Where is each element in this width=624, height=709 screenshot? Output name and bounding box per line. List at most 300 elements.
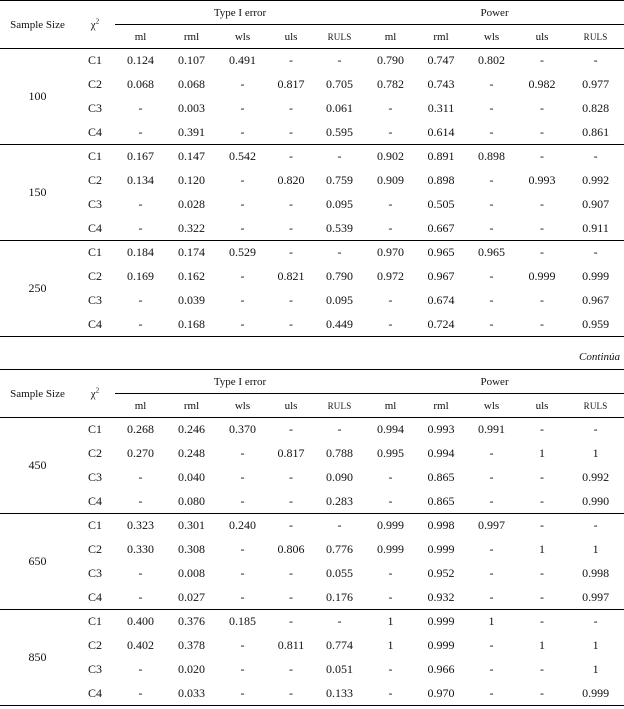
value-cell: 0.246	[178, 422, 205, 437]
column-header-wls: wls	[217, 25, 268, 49]
column-header-ml: ml	[365, 25, 416, 49]
value-cell: -	[540, 422, 545, 437]
chi-condition-cell: C1	[87, 245, 102, 260]
table-row	[0, 538, 624, 562]
value-cell: 0.027	[166, 586, 217, 610]
value-cell: -	[489, 173, 494, 187]
chi-condition-cell: C4	[75, 586, 115, 610]
value-cell: 0.028	[178, 197, 205, 211]
value-cell: -	[337, 149, 342, 164]
value-cell: 0.990	[567, 490, 624, 514]
table-row	[0, 241, 624, 265]
column-header-ml: ml	[115, 25, 166, 49]
value-cell: -	[540, 662, 545, 676]
value-cell: -	[489, 638, 494, 652]
results-table-part-2	[0, 369, 624, 706]
value-cell: 0.994	[377, 422, 405, 437]
value-cell: 0.107	[178, 53, 205, 68]
chi-condition-cell: C1	[87, 422, 102, 437]
chi-condition-cell: C3	[87, 662, 102, 676]
value-cell: -	[268, 490, 314, 514]
value-cell: -	[489, 197, 494, 211]
value-cell: -	[365, 217, 416, 241]
chi-symbol: χ	[90, 18, 96, 31]
column-header-uls: uls	[268, 394, 314, 418]
table-row	[0, 418, 624, 442]
table-row	[0, 658, 624, 682]
value-cell: 0.972	[377, 269, 405, 283]
value-cell: -	[289, 518, 293, 533]
value-cell: 0.174	[178, 245, 205, 260]
value-cell: 0.090	[326, 470, 354, 484]
value-cell: 0.301	[178, 518, 205, 533]
column-header-ruls: RULS	[314, 394, 365, 418]
value-cell: 0.400	[127, 614, 154, 629]
value-cell: 0.998	[582, 566, 610, 580]
table-body	[0, 418, 624, 706]
value-cell: 0.051	[326, 662, 354, 676]
table-row	[0, 682, 624, 706]
value-cell: 0.008	[178, 566, 205, 580]
value-cell: 0.080	[166, 490, 217, 514]
chi-condition-cell: C4	[75, 217, 115, 241]
value-cell: -	[540, 101, 545, 115]
value-cell: 0.861	[567, 121, 624, 145]
value-cell: 1	[592, 662, 599, 676]
power-header: Power	[365, 1, 624, 25]
value-cell: 0.595	[314, 121, 365, 145]
value-cell: -	[517, 121, 567, 145]
type-i-error-header: Type I error	[115, 370, 365, 394]
value-cell: 0.330	[127, 542, 154, 556]
table-row	[0, 610, 624, 634]
value-cell: -	[517, 586, 567, 610]
column-header-ml: ml	[365, 394, 416, 418]
value-cell: 0.759	[326, 173, 354, 187]
column-header-uls: uls	[517, 25, 567, 49]
value-cell: 0.370	[229, 422, 256, 437]
value-cell: 1	[387, 614, 394, 629]
value-cell: 0.323	[127, 518, 154, 533]
value-cell: -	[217, 682, 268, 706]
value-cell: 0.529	[229, 245, 256, 260]
sample-size-cell: 150	[0, 145, 75, 241]
value-cell: 0.967	[427, 269, 455, 283]
value-cell: -	[240, 542, 245, 556]
sample-size-cell: 250	[0, 241, 75, 337]
table-row	[0, 313, 624, 337]
value-cell: 0.542	[229, 149, 256, 164]
value-cell: 1	[592, 446, 599, 460]
chi-condition-cell: C2	[87, 173, 102, 187]
table-row	[0, 169, 624, 193]
sample-size-cell: 450	[0, 418, 75, 514]
value-cell: 0.952	[427, 566, 455, 580]
column-header-wls: wls	[466, 25, 517, 49]
value-cell: 0.185	[229, 614, 256, 629]
value-cell: 0.184	[127, 245, 154, 260]
value-cell: -	[489, 101, 494, 115]
value-cell: -	[466, 490, 517, 514]
value-cell: 0.162	[178, 269, 205, 283]
chi-condition-cell: C2	[87, 77, 102, 91]
value-cell: 0.705	[326, 77, 354, 91]
value-cell: 0.993	[528, 173, 556, 187]
value-cell: -	[466, 313, 517, 337]
value-cell: -	[489, 293, 494, 307]
value-cell: 0.982	[528, 77, 556, 91]
value-cell: 0.449	[314, 313, 365, 337]
value-cell: -	[593, 245, 598, 260]
value-cell: 0.169	[127, 269, 154, 283]
chi-condition-cell: C4	[75, 682, 115, 706]
column-header-ruls: RULS	[567, 25, 624, 49]
value-cell: -	[365, 682, 416, 706]
value-cell: 0.999	[528, 269, 556, 283]
value-cell: -	[240, 446, 245, 460]
value-cell: 0.491	[229, 53, 256, 68]
value-cell: -	[289, 566, 293, 580]
value-cell: -	[540, 197, 545, 211]
value-cell: 0.999	[427, 638, 455, 652]
value-cell: 0.322	[166, 217, 217, 241]
value-cell: 0.970	[377, 245, 405, 260]
sample-size-header: Sample Size	[0, 370, 75, 418]
table-row	[0, 121, 624, 145]
value-cell: -	[240, 293, 245, 307]
value-cell: 0.020	[178, 662, 205, 676]
value-cell: 0.095	[326, 197, 354, 211]
value-cell: 0.992	[582, 470, 610, 484]
value-cell: -	[115, 682, 166, 706]
value-cell: 0.891	[427, 149, 455, 164]
table-row	[0, 586, 624, 610]
value-cell: -	[540, 149, 545, 164]
chi-condition-cell: C2	[87, 638, 102, 652]
value-cell: 0.865	[427, 470, 455, 484]
value-cell: -	[593, 149, 598, 164]
value-cell: 0.999	[427, 542, 455, 556]
column-header-rml: rml	[166, 25, 217, 49]
value-cell: -	[217, 121, 268, 145]
value-cell: 0.966	[427, 662, 455, 676]
value-cell: -	[240, 269, 245, 283]
value-cell: -	[240, 77, 245, 91]
value-cell: -	[289, 149, 293, 164]
table-row	[0, 49, 624, 73]
value-cell: -	[268, 682, 314, 706]
value-cell: -	[289, 293, 293, 307]
value-cell: 0.747	[427, 53, 455, 68]
value-cell: 0.068	[178, 77, 205, 91]
value-cell: -	[289, 422, 293, 437]
value-cell: 1	[387, 638, 394, 652]
value-cell: -	[115, 586, 166, 610]
value-cell: 0.790	[377, 53, 405, 68]
value-cell: -	[489, 77, 494, 91]
value-cell: -	[138, 470, 143, 484]
value-cell: -	[466, 121, 517, 145]
value-cell: 0.999	[377, 542, 405, 556]
value-cell: -	[540, 53, 545, 68]
value-cell: -	[115, 121, 166, 145]
value-cell: 0.959	[567, 313, 624, 337]
value-cell: 0.539	[314, 217, 365, 241]
value-cell: 0.993	[427, 422, 455, 437]
value-cell: 0.033	[166, 682, 217, 706]
value-cell: 0.240	[229, 518, 256, 533]
table-row	[0, 562, 624, 586]
value-cell: -	[138, 566, 143, 580]
value-cell: -	[337, 53, 342, 68]
value-cell: -	[289, 614, 293, 629]
value-cell: 0.774	[326, 638, 354, 652]
value-cell: 0.965	[427, 245, 455, 260]
chi-condition-cell: C3	[87, 197, 102, 211]
table-row	[0, 289, 624, 313]
value-cell: -	[388, 662, 393, 676]
chi-condition-cell: C4	[75, 313, 115, 337]
column-header-wls: wls	[466, 394, 517, 418]
chi-condition-cell: C1	[87, 149, 102, 164]
value-cell: 0.391	[166, 121, 217, 145]
column-header-ruls: RULS	[314, 25, 365, 49]
chi-condition-cell: C3	[87, 293, 102, 307]
value-cell: 0.898	[478, 149, 506, 164]
chi-condition-cell: C4	[75, 121, 115, 145]
value-cell: 0.907	[582, 197, 610, 211]
value-cell: 0.970	[416, 682, 466, 706]
chi-condition-cell: C2	[87, 446, 102, 460]
column-header-rml: rml	[416, 394, 466, 418]
value-cell: -	[489, 662, 494, 676]
results-table-part-1	[0, 0, 624, 337]
value-cell: 0.061	[326, 101, 354, 115]
column-header-ml: ml	[115, 394, 166, 418]
sample-size-cell: 100	[0, 49, 75, 145]
value-cell: 0.724	[416, 313, 466, 337]
chi-symbol: χ	[90, 387, 96, 400]
value-cell: -	[268, 217, 314, 241]
value-cell: -	[289, 470, 293, 484]
value-cell: -	[217, 313, 268, 337]
table-row	[0, 466, 624, 490]
value-cell: 0.168	[166, 313, 217, 337]
value-cell: -	[388, 566, 393, 580]
value-cell: -	[540, 245, 545, 260]
value-cell: 0.378	[178, 638, 205, 652]
value-cell: -	[489, 269, 494, 283]
value-cell: 0.991	[478, 422, 506, 437]
value-cell: 0.811	[277, 638, 305, 652]
value-cell: 0.133	[314, 682, 365, 706]
value-cell: -	[289, 245, 293, 260]
table-row	[0, 634, 624, 658]
value-cell: -	[540, 566, 545, 580]
value-cell: -	[517, 313, 567, 337]
table-row	[0, 265, 624, 289]
chi-condition-cell: C2	[87, 542, 102, 556]
value-cell: 0.147	[178, 149, 205, 164]
chi-condition-cell: C1	[87, 53, 102, 68]
column-header-rml: rml	[416, 25, 466, 49]
value-cell: -	[593, 422, 598, 437]
value-cell: -	[217, 217, 268, 241]
value-cell: 0.821	[277, 269, 305, 283]
power-header: Power	[365, 370, 624, 394]
value-cell: -	[365, 313, 416, 337]
chi-superscript: 2	[95, 16, 100, 25]
table-header	[0, 1, 624, 49]
value-cell: -	[138, 293, 143, 307]
value-cell: 0.997	[478, 518, 506, 533]
value-cell: -	[240, 566, 245, 580]
value-cell: 0.270	[127, 446, 154, 460]
value-cell: 0.909	[377, 173, 405, 187]
value-cell: -	[240, 662, 245, 676]
value-cell: 0.999	[427, 614, 455, 629]
value-cell: 0.505	[427, 197, 455, 211]
value-cell: -	[489, 470, 494, 484]
value-cell: 0.055	[326, 566, 354, 580]
value-cell: 0.311	[427, 101, 455, 115]
value-cell: 0.782	[377, 77, 405, 91]
value-cell: -	[337, 614, 342, 629]
value-cell: -	[540, 518, 545, 533]
value-cell: 0.967	[582, 293, 610, 307]
value-cell: -	[388, 293, 393, 307]
value-cell: 0.134	[127, 173, 154, 187]
value-cell: -	[540, 470, 545, 484]
table-row	[0, 97, 624, 121]
sample-size-header: Sample Size	[0, 1, 75, 49]
value-cell: 0.667	[416, 217, 466, 241]
value-cell: 0.402	[127, 638, 154, 652]
value-cell: 0.040	[178, 470, 205, 484]
value-cell: -	[337, 245, 342, 260]
value-cell: -	[593, 614, 598, 629]
value-cell: 0.865	[416, 490, 466, 514]
value-cell: -	[240, 638, 245, 652]
value-cell: 0.614	[416, 121, 466, 145]
value-cell: -	[517, 682, 567, 706]
value-cell: -	[540, 293, 545, 307]
table-header	[0, 370, 624, 418]
value-cell: 0.992	[582, 173, 610, 187]
value-cell: 0.776	[326, 542, 354, 556]
value-cell: -	[365, 121, 416, 145]
chi-condition-cell: C3	[87, 101, 102, 115]
value-cell: 0.268	[127, 422, 154, 437]
value-cell: 0.977	[582, 77, 610, 91]
column-header-uls: uls	[517, 394, 567, 418]
value-cell: -	[138, 197, 143, 211]
table-body	[0, 49, 624, 337]
value-cell: 0.788	[326, 446, 354, 460]
column-header-uls: uls	[268, 25, 314, 49]
value-cell: 1	[592, 638, 599, 652]
chi-condition-cell: C1	[87, 614, 102, 629]
value-cell: 0.999	[567, 682, 624, 706]
value-cell: 0.674	[427, 293, 455, 307]
value-cell: 0.932	[416, 586, 466, 610]
value-cell: 0.902	[377, 149, 405, 164]
value-cell: -	[466, 586, 517, 610]
value-cell: -	[268, 586, 314, 610]
chi-condition-cell: C1	[87, 518, 102, 533]
value-cell: -	[466, 682, 517, 706]
value-cell: -	[593, 518, 598, 533]
value-cell: -	[517, 490, 567, 514]
value-cell: -	[240, 101, 245, 115]
table-row	[0, 490, 624, 514]
value-cell: 1	[488, 614, 495, 629]
column-header-wls: wls	[217, 394, 268, 418]
value-cell: 0.806	[277, 542, 305, 556]
value-cell: 0.994	[427, 446, 455, 460]
table-row	[0, 217, 624, 241]
value-cell: -	[489, 542, 494, 556]
value-cell: -	[138, 662, 143, 676]
chi-condition-cell: C3	[87, 566, 102, 580]
chi-condition-cell: C2	[87, 269, 102, 283]
value-cell: -	[115, 217, 166, 241]
value-cell: 0.828	[582, 101, 610, 115]
chi-square-header	[75, 370, 115, 418]
value-cell: -	[388, 470, 393, 484]
value-cell: 0.176	[314, 586, 365, 610]
value-cell: 0.308	[178, 542, 205, 556]
value-cell: 0.376	[178, 614, 205, 629]
chi-condition-cell: C4	[75, 490, 115, 514]
value-cell: -	[115, 490, 166, 514]
value-cell: -	[289, 101, 293, 115]
value-cell: 0.167	[127, 149, 154, 164]
table-row	[0, 193, 624, 217]
value-cell: -	[217, 586, 268, 610]
value-cell: 1	[539, 542, 546, 556]
value-cell: -	[138, 101, 143, 115]
value-cell: 0.911	[567, 217, 624, 241]
chi-superscript: 2	[95, 385, 100, 394]
value-cell: -	[365, 586, 416, 610]
value-cell: -	[240, 470, 245, 484]
column-header-rml: rml	[166, 394, 217, 418]
value-cell: 1	[539, 638, 546, 652]
value-cell: -	[289, 197, 293, 211]
value-cell: -	[365, 490, 416, 514]
value-cell: 0.965	[478, 245, 506, 260]
value-cell: -	[540, 614, 545, 629]
table-row	[0, 514, 624, 538]
value-cell: -	[388, 101, 393, 115]
value-cell: 0.743	[427, 77, 455, 91]
value-cell: -	[593, 53, 598, 68]
value-cell: 0.120	[178, 173, 205, 187]
value-cell: -	[337, 422, 342, 437]
chi-square-header	[75, 1, 115, 49]
type-i-error-header: Type I error	[115, 1, 365, 25]
value-cell: 0.817	[277, 77, 305, 91]
value-cell: 0.820	[277, 173, 305, 187]
value-cell: 0.998	[427, 518, 455, 533]
continued-label: Continúa	[579, 351, 620, 363]
value-cell: 0.248	[178, 446, 205, 460]
value-cell: -	[489, 566, 494, 580]
value-cell: 1	[592, 542, 599, 556]
value-cell: -	[268, 313, 314, 337]
value-cell: 0.095	[326, 293, 354, 307]
